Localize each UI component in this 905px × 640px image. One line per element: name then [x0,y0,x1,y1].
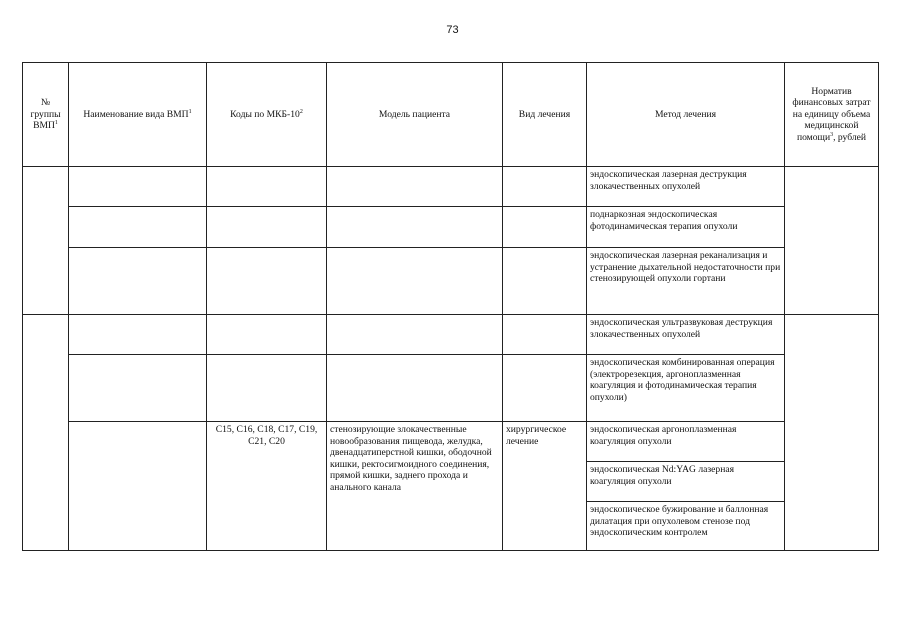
table-row [23,422,879,462]
header-row [23,63,879,167]
icd-codes-cell: C15, C16, C18, C17, C19, C21, C20 [207,422,327,551]
header-group-no: № группы ВМП$^1$ [23,63,69,167]
page-number: 73 [446,24,459,36]
method-cell: эндоскопическая аргоноплазменная коагуляция опухоли [587,422,785,462]
patient-model-cell: стенозирующие злокачественные новообразования пищевода, желудка, двенадцатиперстной кишки, ободочной кишки, ректосигмоидного соединения, прямой кишки, заднего прохода и анального канала [327,422,503,551]
header-treatment-method: Метод лечения [587,63,785,167]
method-cell: эндоскопическая комбинированная операция (электрорезекция, аргоноплазменная коагуляция и фотодинамическая терапия опухоли) [587,355,785,422]
method-cell: эндоскопическое бужирование и баллонная дилатация при опухолевом стенозе под эндоскопическим контролем [587,502,785,551]
table-row [23,167,879,207]
cost-cell [785,315,879,551]
vmp-table [22,62,879,551]
table-row [23,248,879,315]
header-treatment-type: Вид лечения [503,63,587,167]
table-row [23,207,879,248]
method-cell: эндоскопическая лазерная деструкция злокачественных опухолей [587,167,785,207]
method-cell: поднаркозная эндоскопическая фотодинамическая терапия опухоли [587,207,785,248]
cost-cell [785,167,879,315]
table-row [23,355,879,422]
method-cell: эндоскопическая лазерная реканализация и устранение дыхательной недостаточности при стенозирующей опухоли гортани [587,248,785,315]
table-row [23,315,879,355]
method-cell: эндоскопическая Nd:YAG лазерная коагуляция опухоли [587,462,785,502]
header-patient-model: Модель пациента [327,63,503,167]
treatment-type-cell: хирургическое лечение [503,422,587,551]
method-cell: эндоскопическая ультразвуковая деструкция злокачественных опухолей [587,315,785,355]
group-cell [23,167,69,315]
header-cost-norm: Норматив финансовых затрат на единицу объема медицинской помощи$^3$, рублей [785,63,879,167]
group-cell [23,315,69,551]
header-icd-codes: Коды по МКБ-$10^2$ [207,63,327,167]
header-vmp-name: Наименование вида ВМП$^1$ [69,63,207,167]
